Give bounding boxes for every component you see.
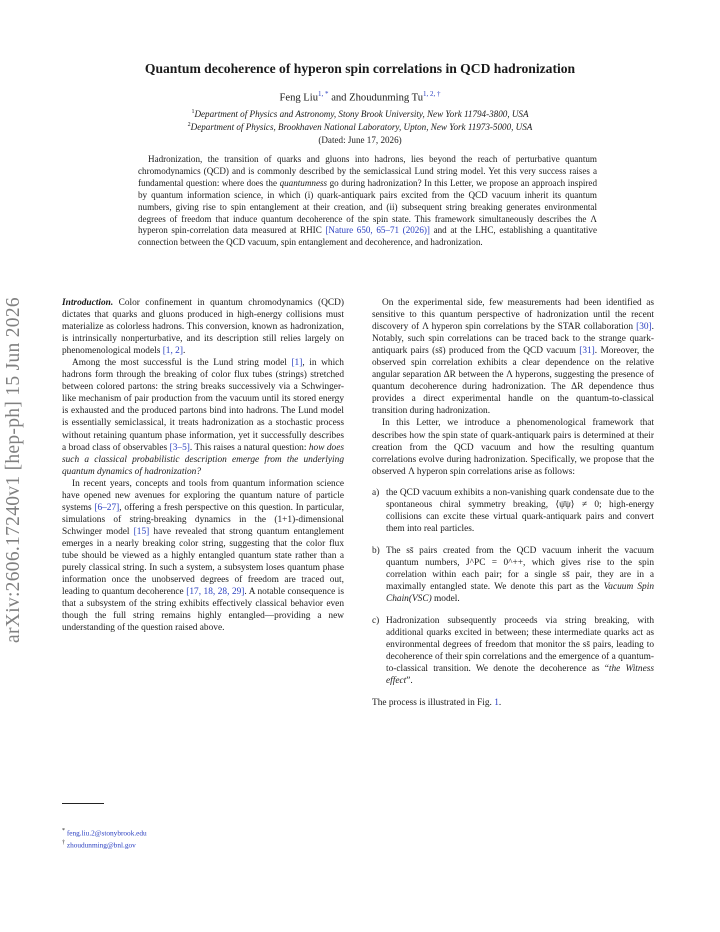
list-text: ”. <box>406 676 413 687</box>
body-text: The process is illustrated in Fig. <box>372 698 495 709</box>
body-text: have revealed that strong quantum entanglement emerges in a nearly breaking color string, suggesting that the color flux tube should be viewed as a highly entangled quantum state rather than a purely classical string. In such a system, a subsystem loses quantum phase information once the unobserved degrees of freedom are traced out, leading to quantum decoherence <box>62 526 344 598</box>
list-text: the QCD vacuum exhibits a non-vanishing quark condensate due to the spontaneous chiral symmetry breaking, ⟨ψ̄ψ⟩ ≠ 0; high-energy collisions can excite these virtual quark-antiquark pairs and convert them into real particles. <box>386 487 654 534</box>
body-paragraph <box>372 297 654 417</box>
citation-link[interactable]: [30] <box>636 322 652 333</box>
abstract-text: Hadronization, the transition of quarks and gluons into hadrons, lies beyond the reach of perturbative quantum chromodynamics (QCD) and is commonly described by the semiclassical Lund string model. Yet this very success raises a fundamental question: where does the <box>138 154 597 188</box>
citation-link[interactable]: [15] <box>133 526 150 537</box>
citation-link[interactable]: [17, 18, 28, 29] <box>186 587 245 598</box>
abstract-emphasis: quantumness <box>279 177 328 188</box>
list-item <box>372 487 654 535</box>
body-text: . <box>182 346 186 357</box>
citation-link[interactable]: [Nature 650, 65–71 (2026)] <box>325 225 430 236</box>
body-paragraph: In this Letter, we introduce a phenomenological framework that describes how the spin state of quark-antiquark pairs is determined at their creation from the QCD vacuum and how the resulting quantum correlations evolve during hadronization. Specifically, we propose that the observed Λ hyperon spin correlations arise as follows: <box>372 418 654 477</box>
list-text: Hadronization subsequently proceeds via string breaking, with additional quarks excited in between; these intermediate quarks act as environmental degrees of freedom that monitor the ss̄ pairs, leading to decoherence of their spin correlations and the emergence of a quantum-to-classical transition. We denote the decoherence as “ <box>386 616 654 675</box>
footnote-mark: † <box>62 840 65 847</box>
body-text: , in which hadrons form through the breaking of color flux tubes (strings) stretched between colored partons: the string breaks successively via a Schwinger-like mechanism of pair production from the vacuum until its stored energy is exhausted and the produced partons bind into hadrons. The Lund model is essentially semiclassical, it treats hadronization as a stochastic process without retaining quantum phase information, yet it successfully describes a broad class of observables <box>62 358 344 453</box>
body-text: Among the most successful is the Lund string model <box>72 358 292 369</box>
body-text: . A notable consequence is that a subsystem of the string exhibits effectively classical behavior even though the full string remains highly entangled—providing a new understanding of the question raised above. <box>62 587 344 634</box>
dated-line: (Dated: June 17, 2026) <box>318 135 402 145</box>
list-label: c) <box>372 616 380 627</box>
citation-link[interactable]: [1] <box>291 358 303 369</box>
body-text: . This raises a natural question: <box>189 442 309 453</box>
body-paragraph <box>62 478 344 635</box>
affiliation-mark: 2 <box>187 122 191 128</box>
figure-link[interactable]: 1 <box>494 698 499 709</box>
author-list <box>0 90 720 104</box>
list-text: The ss̄ pairs created from the QCD vacuum inherit the vacuum quantum numbers, J^PC = 0^++, which gives rise to the spin correlation within each pair; for a single ss̄ pair, they are in a maximally entangled state. We denote this part as the <box>386 545 654 593</box>
affiliation <box>0 122 720 132</box>
arxiv-stamp-text: arXiv:2606.17240v1 [hep-ph] 15 Jun 2026 <box>3 297 24 643</box>
list-item <box>372 545 654 605</box>
list-emphasis: Vacuum Spin Chain(VSC) <box>386 582 654 605</box>
footnotes <box>62 826 147 851</box>
right-column <box>372 297 654 709</box>
body-text: . Moreover, the observed spin correlation exhibits a clear dependence on the relative angular separation ΔR between the Λ hyperons, suggesting the presence of quantum decoherence during hadronization. The ΔR dependence thus provides a direct experimental handle on the quantum-to-classical transition during hadronization. <box>372 346 655 417</box>
email-link[interactable]: feng.liu.2@stonybrook.edu <box>66 828 147 838</box>
body-text: In recent years, concepts and tools from quantum information science have opened new avenues for exploring the quantum nature of particle systems <box>62 478 344 513</box>
body-text: On the experimental side, few measurements had been identified as sensitive to this quantum perspective of hadronization until the recent discovery of Λ hyperon spin correlations by the STAR collaboration <box>372 298 654 333</box>
section-heading: Introduction. <box>62 298 114 308</box>
body-text: . <box>498 698 502 709</box>
list-emphasis: the Witness effect <box>386 664 654 687</box>
author-conjunction: and <box>331 92 347 104</box>
author-marks: 1, * <box>318 90 329 98</box>
affiliation <box>0 109 720 119</box>
affiliation-text: Department of Physics and Astronomy, Stony Brook University, New York 11794-3800, USA <box>194 109 529 120</box>
abstract-text: and at the LHC, establishing a quantitative connection between the QCD vacuum, spin entanglement and decoherence, and hadronization. <box>138 225 597 248</box>
email-link[interactable]: zhoudunming@bnl.gov <box>66 840 136 850</box>
author-name: Zhoudunming Tu <box>349 92 424 104</box>
mechanism-list <box>372 487 654 688</box>
body-paragraph <box>62 357 344 477</box>
citation-link[interactable]: [1, 2] <box>162 346 183 357</box>
intro-paragraph <box>62 297 344 357</box>
body-text: , offering a fresh perspective on this question. In particular, simulations of string-breaking dynamics in the (1+1)-dimensional Schwinger model <box>62 502 344 537</box>
paper-title: Quantum decoherence of hyperon spin correlations in QCD hadronization <box>144 61 576 76</box>
body-paragraph <box>372 697 654 709</box>
footnote-divider <box>62 803 104 804</box>
body-text: Color confinement in quantum chromodynamics (QCD) dictates that quarks and gluons produced in high-energy collisions must materialize as colorless hadrons. This conversion, known as hadronization, is intrinsically nonperturbative, and its description still relies largely on phenomenological models <box>62 298 344 357</box>
body-text: . Notably, such spin correlations can be traced back to the strange quark-antiquark pairs (ss̄) produced from the QCD vacuum <box>372 322 654 357</box>
list-text: model. <box>431 594 460 605</box>
affiliation-mark: 1 <box>191 109 195 115</box>
footnote-mark: * <box>62 828 65 834</box>
list-item <box>372 615 654 687</box>
footnote <box>62 838 147 850</box>
abstract-text: go during hadronization? In this Letter, we propose an approach inspired by quantum information science, in which (i) quark-antiquark pairs excited from the QCD vacuum inherit its quantum numbers, giving rise to spin entanglement at their creation, and (ii) subsequent string breaking generates environmental degrees of freedom that induce quantum decoherence of the spin state. This framework simultaneously describes the Λ hyperon spin-correlation data measured at RHIC <box>138 177 598 236</box>
author-marks: 1, 2, † <box>423 90 441 98</box>
affiliation-text: Department of Physics, Brookhaven National Laboratory, Upton, New York 11973-5000, USA <box>190 122 533 133</box>
citation-link[interactable]: [6–27] <box>94 502 120 513</box>
citation-link[interactable]: [31] <box>579 346 595 357</box>
author-name: Feng Liu <box>279 92 319 104</box>
left-column <box>62 297 344 634</box>
list-label: b) <box>372 545 380 556</box>
citation-link[interactable]: [3–5] <box>169 442 190 453</box>
abstract <box>138 154 597 249</box>
emphasized-question: how does such a classical probabilistic description emerge from the underlying quantum dynamics of hadronization? <box>62 442 344 477</box>
footnote <box>62 826 147 838</box>
list-label: a) <box>372 487 380 498</box>
